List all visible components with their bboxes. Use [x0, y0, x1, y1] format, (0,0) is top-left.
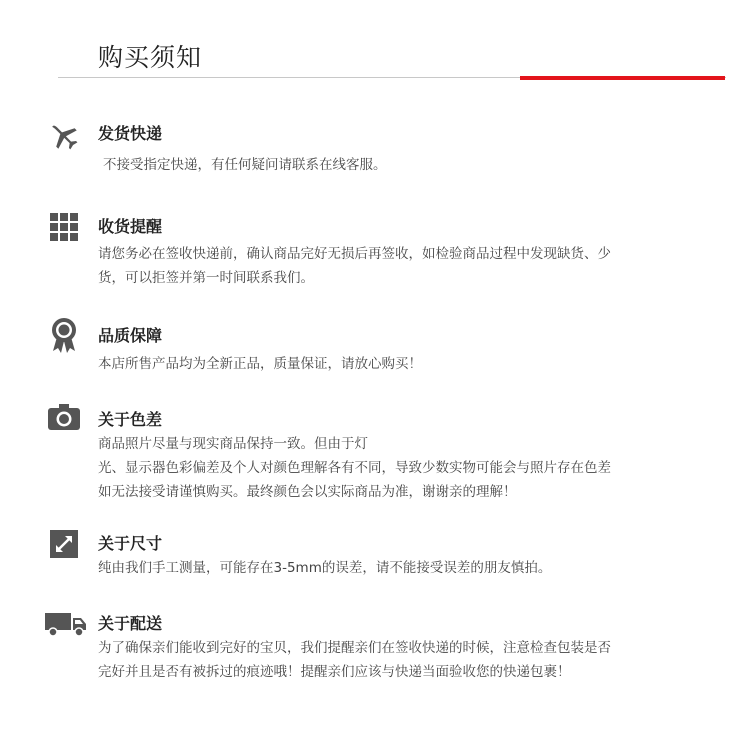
- section-title: 关于尺寸: [98, 534, 163, 553]
- body-line: 完好并且是否有被拆过的痕迹哦！提醒亲们应该与快递当面验收您的快递包裹！: [98, 664, 571, 680]
- grid-icon: [46, 209, 82, 245]
- body-line: 不接受指定快递，有任何疑问请联系在线客服。: [103, 157, 387, 173]
- section-body: [98, 636, 730, 684]
- body-line: 本店所售产品均为全新正品，质量保证，请放心购买！: [98, 356, 422, 372]
- body-line: 为了确保亲们能收到完好的宝贝，我们提醒亲们在签收快递的时候，注意检查包装是否: [98, 640, 611, 656]
- body-line: 货，可以拒签并第一时间联系我们。: [98, 270, 314, 286]
- resize-arrow-icon: [46, 526, 82, 562]
- award-ribbon-icon: [46, 318, 82, 354]
- body-line: 光、显示器色彩偏差及个人对颜色理解各有不同，导致少数实物可能会与照片存在色差: [98, 460, 611, 476]
- section-body: [98, 432, 730, 504]
- section-title: 发货快递: [98, 124, 163, 143]
- title-accent-bar: [520, 76, 725, 80]
- section-title: 收货提醒: [98, 217, 163, 236]
- camera-icon: [46, 399, 82, 435]
- section-body: [98, 242, 730, 290]
- section-body: [98, 352, 730, 376]
- delivery-truck-icon: [44, 606, 88, 642]
- section-body: [98, 556, 730, 580]
- body-line: 纯由我们手工测量，可能存在3-5mm的误差，请不能接受误差的朋友慎拍。: [98, 560, 552, 576]
- body-line: 商品照片尽量与现实商品保持一致。但由于灯: [98, 436, 368, 452]
- section-title: 关于色差: [98, 410, 163, 429]
- section-body: [103, 153, 735, 177]
- body-line: 请您务必在签收快递前，确认商品完好无损后再签收，如检验商品过程中发现缺货、少: [98, 246, 611, 262]
- body-line: 如无法接受请谨慎购买。最终颜色会以实际商品为准，谢谢亲的理解！: [98, 484, 517, 500]
- section-title: 品质保障: [98, 326, 163, 345]
- page-title: 购买须知: [98, 43, 203, 72]
- section-title: 关于配送: [98, 614, 163, 633]
- airplane-icon: [46, 118, 82, 154]
